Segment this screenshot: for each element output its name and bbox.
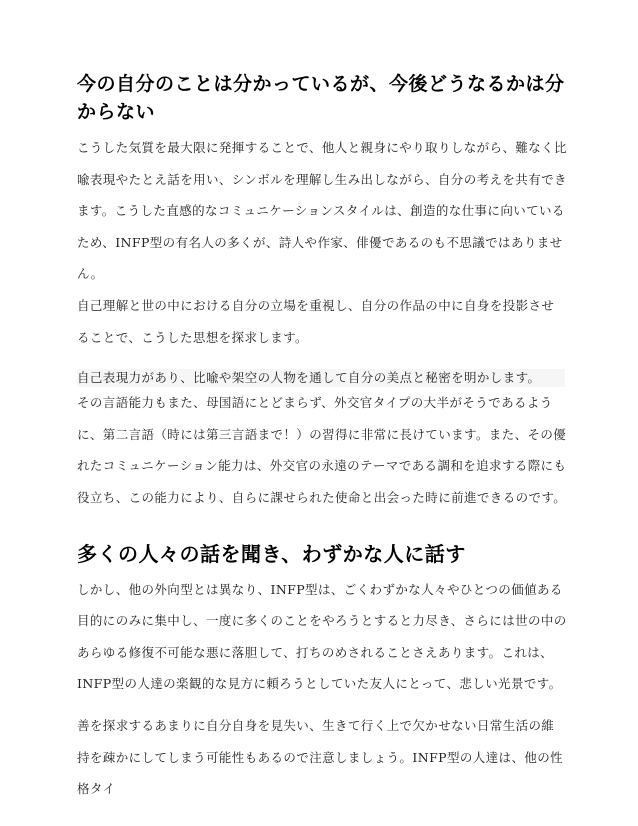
paragraph: 善を探求するあまりに自分自身を見失い、生きて行く上で欠かせない日常生活の維持を疎かにしてしまう可能性もあるので注意しましょう。INFP型の人達は、他の性格タイ xyxy=(77,717,564,797)
section-heading-self-knowledge: 今の自分のことは分かっているが、今後どうなるかは分からない xyxy=(77,73,565,123)
highlighted-quote: 自己表現力があり、比喩や架空の人物を通して自分の美点と秘密を明かします。 xyxy=(77,369,565,387)
paragraph: その言語能力もまた、母国語にとどまらず、外交官タイプの大半がそうであるように、第二言語（時には第三言語まで！）の習得に非常に長けています。また、その優れたコミュニケーション能力は、外交官の永遠のテーマである調和を追求する際にも役立ち、この能力により、自らに課せられた使命と出会った時に前進できるのです。 xyxy=(77,395,567,505)
document-content xyxy=(77,70,567,805)
section-heading-listen-many: 多くの人々の話を聞き、わずかな人に話す xyxy=(77,541,466,566)
paragraph: 自己理解と世の中における自分の立場を重視し、自分の作品の中に自身を投影させることで、こうした思想を探求します。 xyxy=(77,297,555,345)
paragraph: しかし、他の外向型とは異なり、INFP型は、ごくわずかな人々やひとつの価値ある目的にのみに集中し、一度に多くのことをやろうとすると力尽き、さらには世の中のあらゆる修復不可能な悪に落胆して、打ちのめされることさえあります。これは、INFP型の人達の楽観的な見方に頼ろうとしていた友人にとって、悲しい光景です。 xyxy=(77,581,567,692)
paragraph: こうした気質を最大限に発揮することで、他人と親身にやり取りしながら、難なく比喩表現やたとえ話を用い、シンボルを理解し生み出しながら、自分の考えを共有できます。こうした直感的なコミュニケーションスタイルは、創造的な仕事に向いているため、INFP型の有名人の多くが、詩人や作家、俳優であるのも不思議ではありません。 xyxy=(77,140,567,282)
